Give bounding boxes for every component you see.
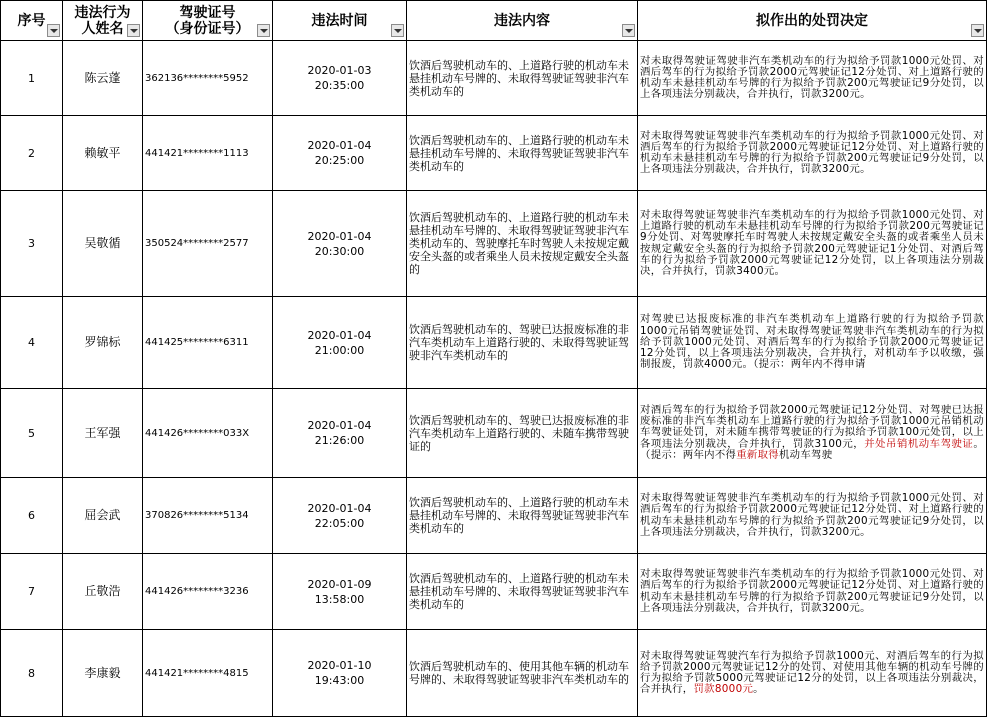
cell-decision[interactable] xyxy=(638,389,987,478)
cell-date: 2020-01-04 xyxy=(307,419,372,432)
cell-date: 2020-01-03 xyxy=(307,64,372,77)
header-time-label: 违法时间 xyxy=(311,12,368,29)
cell-id[interactable]: 441421********4815 xyxy=(143,630,273,717)
cell-name[interactable]: 李康毅 xyxy=(63,630,143,717)
decision-text: 对酒后驾车的行为拟给予罚款2000元驾驶证记12分处罚、对驾驶已达报废标准的非汽车类机动车上道路行驶的行为拟给予罚款1000元吊销机动车驾驶证处罚，对未随车携带驾驶证的行为拟给予罚款100元处罚，以上各项违法分别裁决，合并执行，罚款3100元， xyxy=(640,403,984,450)
cell-decision[interactable]: 对未取得驾驶证驾驶非汽车类机动车的行为拟给予罚款1000元处罚、对酒后驾车的行为拟给予罚款2000元驾驶证记12分处罚、对上道路行驶的机动车未悬挂机动车号牌的行为拟给予罚款200元驾驶证记9分处罚，以上各项违法分别裁决，合并执行，罚款3200元。 xyxy=(638,116,987,191)
header-seq-label: 序号 xyxy=(17,12,46,29)
cell-date: 2020-01-04 xyxy=(307,328,372,342)
decision-text: 机动车驾驶 xyxy=(778,448,833,461)
decision-text: 对未取得驾驶证驾驶汽车行为拟给予罚款1000元、对酒后驾车的行为拟给予罚款2000元驾驶证记12分的处罚、对使用其他车辆的机动车号牌的行为拟给予罚款5000元驾驶证记12分的处罚，以上各项违法分别裁决，合并执行， xyxy=(640,649,984,696)
header-decision-label: 拟作出的处罚决定 xyxy=(756,12,868,29)
table-row xyxy=(1,41,987,116)
cell-name[interactable]: 丘敬浩 xyxy=(63,554,143,630)
header-id-line2: （身份证号） xyxy=(165,20,250,37)
cell-id[interactable]: 350524********2577 xyxy=(143,191,273,297)
cell-name[interactable]: 屈会武 xyxy=(63,478,143,554)
filter-dropdown-icon[interactable] xyxy=(47,24,60,37)
cell-content[interactable]: 饮酒后驾驶机动车的、使用其他车辆的机动车号牌的、未取得驾驶证驾驶非汽车类机动车的 xyxy=(407,630,638,717)
cell-content[interactable]: 饮酒后驾驶机动车的、上道路行驶的机动车未悬挂机动车号牌的、未取得驾驶证驾驶非汽车类机动车的、驾驶摩托车时驾驶人未按规定戴安全头盔的或者乘坐人员未按规定戴安全头盔的 xyxy=(407,191,638,297)
cell-content[interactable]: 饮酒后驾驶机动车的、上道路行驶的机动车未悬挂机动车号牌的、未取得驾驶证驾驶非汽车类机动车的 xyxy=(407,116,638,191)
header-time xyxy=(273,1,407,41)
cell-seq[interactable]: 3 xyxy=(1,191,63,297)
table-row xyxy=(1,116,987,191)
cell-content[interactable]: 饮酒后驾驶机动车的、上道路行驶的机动车未悬挂机动车号牌的、未取得驾驶证驾驶非汽车类机动车的 xyxy=(407,554,638,630)
cell-time[interactable] xyxy=(273,630,407,717)
cell-decision[interactable]: 对未取得驾驶证驾驶非汽车类机动车的行为拟给予罚款1000元处罚、对上道路行驶的机动车未悬挂机动车号牌的行为拟给予罚款200元驾驶证记9分处罚、对驾驶摩托车时驾驶人未按规定戴安全头盔的或者乘坐人员未按规定戴安全头盔的行为拟给予罚款200元驾驶证记1分处罚、对酒后驾车的行为拟给予罚款2000元驾驶证记12分处罚，以上各项违法分别裁决，合并执行，罚款3400元。 xyxy=(638,191,987,297)
cell-name[interactable]: 罗锦标 xyxy=(63,297,143,389)
cell-time[interactable] xyxy=(273,389,407,478)
cell-clock: 13:58:00 xyxy=(314,592,365,606)
decision-highlight: 罚款8000元 xyxy=(693,683,754,696)
cell-decision[interactable]: 对未取得驾驶证驾驶非汽车类机动车的行为拟给予罚款1000元处罚、对酒后驾车的行为拟给予罚款2000元驾驶证记12分处罚、对上道路行驶的机动车未悬挂机动车号牌的行为拟给予罚款200元驾驶证记9分处罚，以上各项违法分别裁决，合并执行，罚款3200元。 xyxy=(638,478,987,554)
cell-seq[interactable]: 5 xyxy=(1,389,63,478)
cell-seq[interactable]: 2 xyxy=(1,116,63,191)
cell-decision[interactable]: 对未取得驾驶证驾驶非汽车类机动车的行为拟给予罚款1000元处罚、对酒后驾车的行为拟给予罚款2000元驾驶证记12分处罚、对上道路行驶的机动车未悬挂机动车号牌的行为拟给予罚款200元驾驶证记9分处罚，以上各项违法分别裁决，合并执行，罚款3200元。 xyxy=(638,41,987,116)
cell-clock: 21:00:00 xyxy=(314,343,365,357)
cell-clock: 20:35:00 xyxy=(314,79,365,92)
cell-clock: 20:30:00 xyxy=(314,244,365,258)
header-content-label: 违法内容 xyxy=(494,12,550,29)
cell-content[interactable]: 饮酒后驾驶机动车的、上道路行驶的机动车未悬挂机动车号牌的、未取得驾驶证驾驶非汽车类机动车的 xyxy=(407,41,638,116)
cell-decision[interactable] xyxy=(638,630,987,717)
decision-highlight: 并处吊销机动车驾驶证 xyxy=(864,437,974,450)
header-name-line1: 违法行为 xyxy=(74,4,131,21)
cell-id[interactable]: 441425********6311 xyxy=(143,297,273,389)
table-row xyxy=(1,630,987,717)
cell-name[interactable]: 王军强 xyxy=(63,389,143,478)
cell-seq[interactable]: 4 xyxy=(1,297,63,389)
cell-date: 2020-01-10 xyxy=(307,659,372,672)
cell-time[interactable] xyxy=(273,116,407,191)
header-id-line1: 驾驶证号 xyxy=(179,4,236,21)
cell-decision[interactable]: 对驾驶已达报废标准的非汽车类机动车上道路行驶的行为拟给予罚款1000元吊销驾驶证处罚、对未取得驾驶证驾驶非汽车类机动车的行为拟给予罚款1000元处罚、对酒后驾车的行为拟给予罚款2000元驾驶证记12分处罚，以上各项违法分别裁决，合并执行，对机动车予以收缴，强制报废，罚款4000元。（提示：两年内不得申请 xyxy=(638,297,987,389)
header-row xyxy=(1,1,987,41)
cell-decision[interactable]: 对未取得驾驶证驾驶非汽车类机动车的行为拟给予罚款1000元处罚、对酒后驾车的行为拟给予罚款2000元驾驶证记12分处罚、对上道路行驶的机动车未悬挂机动车号牌的行为拟给予罚款200元驾驶证记9分处罚，以上各项违法分别裁决，合并执行，罚款3200元。 xyxy=(638,554,987,630)
cell-time[interactable] xyxy=(273,554,407,630)
header-name xyxy=(63,1,143,41)
table-row xyxy=(1,554,987,630)
cell-seq[interactable]: 7 xyxy=(1,554,63,630)
table-row xyxy=(1,191,987,297)
header-name-line2: 人姓名 xyxy=(81,20,124,37)
cell-name[interactable]: 陈云蓬 xyxy=(63,41,143,116)
cell-name[interactable]: 赖敏平 xyxy=(63,116,143,191)
filter-dropdown-icon[interactable] xyxy=(127,24,140,37)
header-seq xyxy=(1,1,63,41)
cell-date: 2020-01-09 xyxy=(307,577,372,591)
decision-text: 。 xyxy=(753,683,764,696)
cell-id[interactable]: 441421********1113 xyxy=(143,116,273,191)
cell-name[interactable]: 吴敬循 xyxy=(63,191,143,297)
header-content xyxy=(407,1,638,41)
filter-dropdown-icon[interactable] xyxy=(622,24,635,37)
decision-highlight: 重新取得 xyxy=(736,448,779,461)
filter-dropdown-icon[interactable] xyxy=(391,24,404,37)
cell-clock: 22:05:00 xyxy=(314,516,365,530)
cell-time[interactable] xyxy=(273,41,407,116)
cell-content[interactable]: 饮酒后驾驶机动车的、上道路行驶的机动车未悬挂机动车号牌的、未取得驾驶证驾驶非汽车类机动车的 xyxy=(407,478,638,554)
filter-dropdown-icon[interactable] xyxy=(971,24,984,37)
table-row xyxy=(1,389,987,478)
cell-date: 2020-01-04 xyxy=(307,229,372,243)
cell-seq[interactable]: 6 xyxy=(1,478,63,554)
decision-text: 。（提示：两年内不得 xyxy=(640,437,985,461)
cell-date: 2020-01-04 xyxy=(307,501,372,515)
cell-id[interactable]: 441426********033X xyxy=(143,389,273,478)
cell-id[interactable]: 362136********5952 xyxy=(143,41,273,116)
cell-seq[interactable]: 8 xyxy=(1,630,63,717)
cell-content[interactable]: 饮酒后驾驶机动车的、驾驶已达报废标准的非汽车类机动车上道路行驶的、未取得驾驶证驾驶非汽车类机动车的 xyxy=(407,297,638,389)
table-row xyxy=(1,478,987,554)
cell-time[interactable] xyxy=(273,297,407,389)
table-row xyxy=(1,297,987,389)
header-id xyxy=(143,1,273,41)
cell-clock: 19:43:00 xyxy=(314,674,365,687)
cell-clock: 21:26:00 xyxy=(314,434,365,447)
cell-time[interactable] xyxy=(273,478,407,554)
cell-id[interactable]: 441426********3236 xyxy=(143,554,273,630)
cell-seq[interactable]: 1 xyxy=(1,41,63,116)
filter-dropdown-icon[interactable] xyxy=(257,24,270,37)
cell-content[interactable]: 饮酒后驾驶机动车的、驾驶已达报废标准的非汽车类机动车上道路行驶的、未随车携带驾驶证的 xyxy=(407,389,638,478)
cell-id[interactable]: 370826********5134 xyxy=(143,478,273,554)
cell-time[interactable] xyxy=(273,191,407,297)
cell-clock: 20:25:00 xyxy=(314,154,365,167)
header-decision xyxy=(638,1,987,41)
cell-date: 2020-01-04 xyxy=(307,139,372,152)
